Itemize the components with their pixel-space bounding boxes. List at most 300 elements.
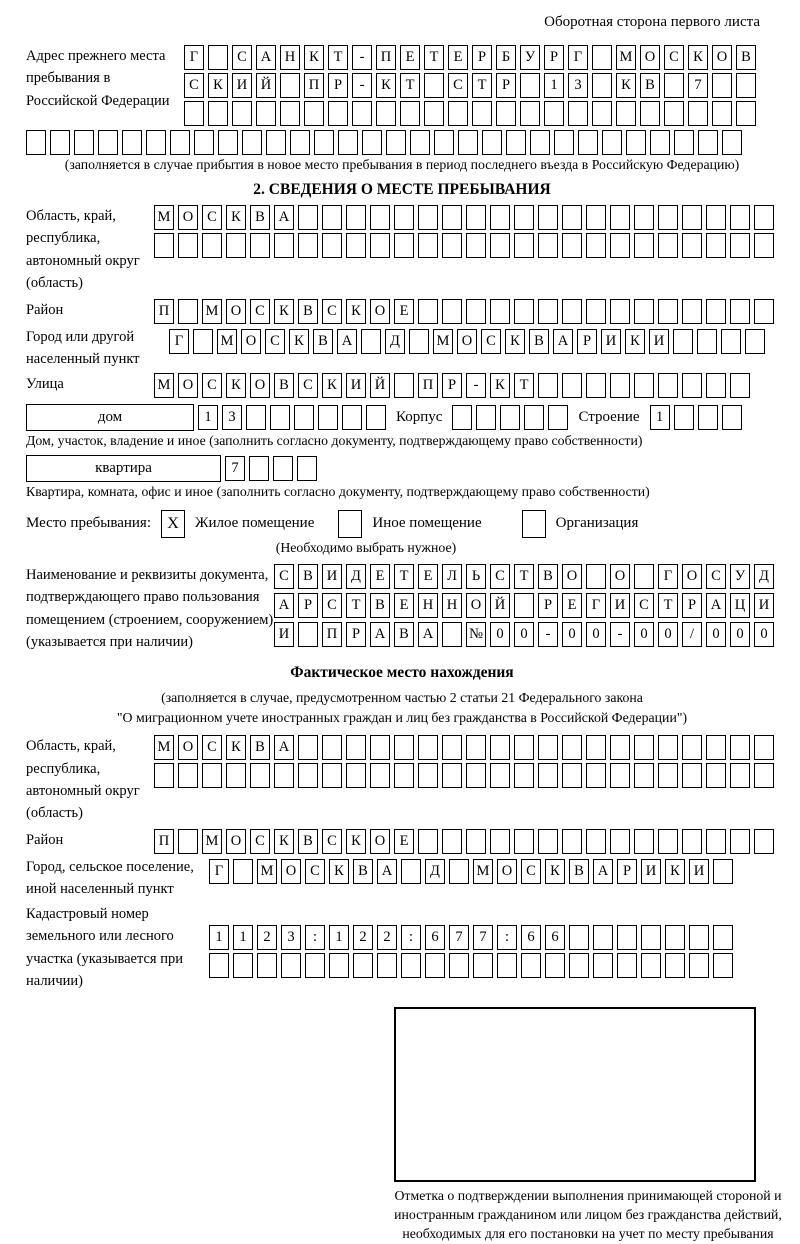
char-cell[interactable] — [202, 233, 222, 258]
char-cell[interactable] — [410, 130, 430, 155]
char-cell[interactable] — [490, 205, 510, 230]
char-cell[interactable]: О — [466, 593, 486, 618]
char-cell[interactable] — [26, 130, 46, 155]
char-cell[interactable]: 1 — [650, 405, 670, 430]
char-cell[interactable] — [698, 130, 718, 155]
char-cell[interactable] — [449, 859, 469, 884]
char-cell[interactable] — [442, 233, 462, 258]
char-cell[interactable]: К — [490, 373, 510, 398]
char-cell[interactable] — [298, 735, 318, 760]
char-cell[interactable]: : — [305, 925, 325, 950]
char-cell[interactable] — [442, 622, 462, 647]
char-cell[interactable]: Д — [385, 329, 405, 354]
char-cell[interactable] — [673, 329, 693, 354]
char-cell[interactable] — [554, 130, 574, 155]
char-cell[interactable] — [682, 829, 702, 854]
char-cell[interactable] — [548, 405, 568, 430]
char-cell[interactable] — [322, 735, 342, 760]
char-cell[interactable]: 0 — [754, 622, 774, 647]
char-cell[interactable] — [610, 373, 630, 398]
char-cell[interactable]: О — [682, 564, 702, 589]
char-cell[interactable]: Г — [568, 45, 588, 70]
char-cell[interactable]: Р — [496, 73, 516, 98]
char-cell[interactable]: С — [298, 373, 318, 398]
char-cell[interactable] — [346, 763, 366, 788]
char-cell[interactable] — [610, 205, 630, 230]
char-cell[interactable] — [418, 233, 438, 258]
char-cell[interactable]: И — [754, 593, 774, 618]
char-cell[interactable]: В — [569, 859, 589, 884]
char-cell[interactable]: К — [304, 45, 324, 70]
char-cell[interactable] — [370, 233, 390, 258]
char-cell[interactable] — [712, 101, 732, 126]
char-cell[interactable] — [249, 456, 269, 481]
char-cell[interactable] — [346, 233, 366, 258]
char-cell[interactable] — [178, 233, 198, 258]
char-cell[interactable]: К — [665, 859, 685, 884]
char-cell[interactable] — [712, 73, 732, 98]
char-cell[interactable] — [538, 829, 558, 854]
char-cell[interactable] — [640, 101, 660, 126]
char-cell[interactable] — [538, 233, 558, 258]
char-cell[interactable]: Р — [346, 622, 366, 647]
char-cell[interactable]: - — [352, 73, 372, 98]
char-cell[interactable]: О — [226, 299, 246, 324]
char-cell[interactable] — [466, 299, 486, 324]
stay-type-checkbox-org[interactable] — [522, 510, 546, 538]
char-cell[interactable] — [586, 299, 606, 324]
char-cell[interactable] — [730, 205, 750, 230]
char-cell[interactable] — [562, 735, 582, 760]
char-cell[interactable]: К — [274, 829, 294, 854]
char-cell[interactable]: М — [616, 45, 636, 70]
char-cell[interactable]: П — [418, 373, 438, 398]
char-cell[interactable]: О — [457, 329, 477, 354]
char-cell[interactable]: О — [640, 45, 660, 70]
char-cell[interactable]: О — [241, 329, 261, 354]
char-cell[interactable]: Р — [538, 593, 558, 618]
char-cell[interactable] — [74, 130, 94, 155]
char-cell[interactable] — [730, 373, 750, 398]
char-cell[interactable] — [689, 953, 709, 978]
char-cell[interactable]: У — [520, 45, 540, 70]
char-cell[interactable]: С — [232, 45, 252, 70]
char-cell[interactable] — [184, 101, 204, 126]
char-cell[interactable] — [634, 233, 654, 258]
char-cell[interactable] — [377, 953, 397, 978]
char-cell[interactable]: - — [352, 45, 372, 70]
char-cell[interactable] — [466, 829, 486, 854]
char-cell[interactable]: М — [217, 329, 237, 354]
char-cell[interactable] — [674, 405, 694, 430]
char-cell[interactable] — [610, 299, 630, 324]
char-cell[interactable]: П — [376, 45, 396, 70]
char-cell[interactable]: Й — [490, 593, 510, 618]
char-cell[interactable]: Т — [328, 45, 348, 70]
char-cell[interactable] — [322, 233, 342, 258]
char-cell[interactable]: А — [553, 329, 573, 354]
char-cell[interactable]: И — [322, 564, 342, 589]
char-cell[interactable] — [246, 405, 266, 430]
char-cell[interactable] — [322, 763, 342, 788]
char-cell[interactable] — [610, 829, 630, 854]
char-cell[interactable] — [634, 829, 654, 854]
char-cell[interactable]: С — [706, 564, 726, 589]
char-cell[interactable]: 1 — [198, 405, 218, 430]
char-cell[interactable] — [448, 101, 468, 126]
char-cell[interactable] — [466, 205, 486, 230]
char-cell[interactable] — [713, 925, 733, 950]
char-cell[interactable]: С — [322, 299, 342, 324]
char-cell[interactable] — [298, 622, 318, 647]
char-cell[interactable] — [658, 233, 678, 258]
char-cell[interactable] — [476, 405, 496, 430]
char-cell[interactable]: В — [298, 299, 318, 324]
char-cell[interactable]: - — [466, 373, 486, 398]
char-cell[interactable]: К — [346, 299, 366, 324]
char-cell[interactable] — [689, 925, 709, 950]
char-cell[interactable]: У — [730, 564, 750, 589]
char-cell[interactable]: С — [250, 299, 270, 324]
char-cell[interactable] — [418, 205, 438, 230]
char-cell[interactable] — [466, 763, 486, 788]
char-cell[interactable]: 7 — [688, 73, 708, 98]
char-cell[interactable] — [754, 735, 774, 760]
char-cell[interactable] — [586, 829, 606, 854]
char-cell[interactable]: С — [202, 735, 222, 760]
char-cell[interactable] — [545, 953, 565, 978]
char-cell[interactable] — [658, 735, 678, 760]
char-cell[interactable]: О — [497, 859, 517, 884]
char-cell[interactable]: С — [481, 329, 501, 354]
char-cell[interactable]: О — [281, 859, 301, 884]
char-cell[interactable] — [98, 130, 118, 155]
char-cell[interactable] — [472, 101, 492, 126]
char-cell[interactable] — [194, 130, 214, 155]
char-cell[interactable]: П — [322, 622, 342, 647]
char-cell[interactable]: М — [154, 205, 174, 230]
char-cell[interactable] — [562, 299, 582, 324]
char-cell[interactable]: В — [250, 735, 270, 760]
char-cell[interactable] — [514, 735, 534, 760]
char-cell[interactable] — [202, 763, 222, 788]
char-cell[interactable]: Г — [184, 45, 204, 70]
char-cell[interactable] — [688, 101, 708, 126]
char-cell[interactable]: К — [322, 373, 342, 398]
char-cell[interactable]: С — [664, 45, 684, 70]
char-cell[interactable]: И — [641, 859, 661, 884]
char-cell[interactable] — [754, 205, 774, 230]
char-cell[interactable] — [617, 953, 637, 978]
char-cell[interactable]: Р — [577, 329, 597, 354]
char-cell[interactable] — [682, 373, 702, 398]
char-cell[interactable]: 3 — [281, 925, 301, 950]
char-cell[interactable]: Г — [586, 593, 606, 618]
char-cell[interactable] — [682, 299, 702, 324]
char-cell[interactable] — [562, 233, 582, 258]
char-cell[interactable] — [664, 101, 684, 126]
char-cell[interactable]: К — [274, 299, 294, 324]
char-cell[interactable] — [722, 405, 742, 430]
char-cell[interactable] — [473, 953, 493, 978]
char-cell[interactable] — [616, 101, 636, 126]
stay-type-checkbox-zhiloe[interactable]: X — [161, 510, 185, 538]
char-cell[interactable]: В — [640, 73, 660, 98]
char-cell[interactable] — [242, 130, 262, 155]
char-cell[interactable]: Е — [400, 45, 420, 70]
char-cell[interactable] — [730, 299, 750, 324]
char-cell[interactable]: В — [250, 205, 270, 230]
char-cell[interactable]: Б — [496, 45, 516, 70]
char-cell[interactable] — [713, 859, 733, 884]
char-cell[interactable]: К — [545, 859, 565, 884]
char-cell[interactable]: О — [250, 373, 270, 398]
char-cell[interactable] — [297, 456, 317, 481]
char-cell[interactable]: А — [274, 735, 294, 760]
char-cell[interactable] — [706, 233, 726, 258]
char-cell[interactable] — [745, 329, 765, 354]
char-cell[interactable] — [497, 953, 517, 978]
char-cell[interactable]: С — [490, 564, 510, 589]
char-cell[interactable]: К — [688, 45, 708, 70]
char-cell[interactable]: 0 — [634, 622, 654, 647]
char-cell[interactable] — [233, 859, 253, 884]
char-cell[interactable] — [178, 763, 198, 788]
char-cell[interactable]: 1 — [329, 925, 349, 950]
char-cell[interactable]: В — [353, 859, 373, 884]
char-cell[interactable] — [250, 763, 270, 788]
char-cell[interactable] — [610, 763, 630, 788]
char-cell[interactable] — [514, 299, 534, 324]
char-cell[interactable]: Р — [682, 593, 702, 618]
char-cell[interactable] — [617, 925, 637, 950]
char-cell[interactable]: С — [322, 829, 342, 854]
char-cell[interactable] — [266, 130, 286, 155]
char-cell[interactable] — [496, 101, 516, 126]
char-cell[interactable]: Е — [562, 593, 582, 618]
char-cell[interactable]: Т — [346, 593, 366, 618]
char-cell[interactable] — [500, 405, 520, 430]
char-cell[interactable] — [370, 205, 390, 230]
char-cell[interactable] — [650, 130, 670, 155]
char-cell[interactable]: Ц — [730, 593, 750, 618]
char-cell[interactable]: С — [305, 859, 325, 884]
char-cell[interactable] — [425, 953, 445, 978]
char-cell[interactable] — [318, 405, 338, 430]
char-cell[interactable]: Е — [370, 564, 390, 589]
char-cell[interactable]: А — [256, 45, 276, 70]
char-cell[interactable] — [730, 233, 750, 258]
char-cell[interactable] — [490, 299, 510, 324]
char-cell[interactable]: Т — [400, 73, 420, 98]
char-cell[interactable]: Р — [328, 73, 348, 98]
char-cell[interactable]: 2 — [377, 925, 397, 950]
char-cell[interactable] — [658, 829, 678, 854]
char-cell[interactable]: О — [178, 205, 198, 230]
char-cell[interactable] — [362, 130, 382, 155]
char-cell[interactable]: Т — [658, 593, 678, 618]
char-cell[interactable] — [697, 329, 717, 354]
char-cell[interactable]: С — [250, 829, 270, 854]
char-cell[interactable] — [154, 233, 174, 258]
char-cell[interactable] — [641, 953, 661, 978]
char-cell[interactable] — [232, 101, 252, 126]
char-cell[interactable] — [274, 233, 294, 258]
char-cell[interactable]: К — [208, 73, 228, 98]
char-cell[interactable] — [226, 763, 246, 788]
char-cell[interactable] — [178, 829, 198, 854]
char-cell[interactable] — [754, 233, 774, 258]
char-cell[interactable]: С — [634, 593, 654, 618]
char-cell[interactable]: И — [346, 373, 366, 398]
char-cell[interactable] — [394, 735, 414, 760]
char-cell[interactable] — [50, 130, 70, 155]
char-cell[interactable] — [706, 763, 726, 788]
char-cell[interactable]: 2 — [257, 925, 277, 950]
char-cell[interactable] — [754, 299, 774, 324]
char-cell[interactable]: / — [682, 622, 702, 647]
char-cell[interactable]: Н — [442, 593, 462, 618]
char-cell[interactable]: П — [304, 73, 324, 98]
char-cell[interactable] — [562, 373, 582, 398]
char-cell[interactable] — [730, 829, 750, 854]
char-cell[interactable] — [490, 763, 510, 788]
char-cell[interactable] — [610, 735, 630, 760]
char-cell[interactable]: Л — [442, 564, 462, 589]
char-cell[interactable] — [305, 953, 325, 978]
char-cell[interactable]: Й — [256, 73, 276, 98]
char-cell[interactable]: М — [473, 859, 493, 884]
char-cell[interactable] — [226, 233, 246, 258]
char-cell[interactable] — [314, 130, 334, 155]
char-cell[interactable] — [721, 329, 741, 354]
char-cell[interactable]: - — [538, 622, 558, 647]
char-cell[interactable] — [418, 763, 438, 788]
char-cell[interactable]: А — [337, 329, 357, 354]
char-cell[interactable]: В — [298, 564, 318, 589]
char-cell[interactable]: К — [616, 73, 636, 98]
char-cell[interactable] — [578, 130, 598, 155]
char-cell[interactable] — [490, 735, 510, 760]
char-cell[interactable]: О — [370, 829, 390, 854]
char-cell[interactable]: К — [505, 329, 525, 354]
char-cell[interactable] — [736, 73, 756, 98]
char-cell[interactable] — [322, 205, 342, 230]
char-cell[interactable] — [394, 205, 414, 230]
char-cell[interactable]: С — [202, 373, 222, 398]
char-cell[interactable]: 1 — [544, 73, 564, 98]
char-cell[interactable] — [370, 735, 390, 760]
char-cell[interactable]: К — [329, 859, 349, 884]
char-cell[interactable] — [442, 763, 462, 788]
char-cell[interactable] — [538, 735, 558, 760]
char-cell[interactable]: К — [346, 829, 366, 854]
stay-type-checkbox-inoe[interactable] — [338, 510, 362, 538]
char-cell[interactable] — [366, 405, 386, 430]
char-cell[interactable] — [665, 925, 685, 950]
char-cell[interactable]: Н — [280, 45, 300, 70]
char-cell[interactable] — [401, 859, 421, 884]
char-cell[interactable] — [626, 130, 646, 155]
char-cell[interactable]: 0 — [658, 622, 678, 647]
char-cell[interactable] — [682, 233, 702, 258]
char-cell[interactable] — [713, 953, 733, 978]
char-cell[interactable] — [586, 373, 606, 398]
char-cell[interactable] — [353, 953, 373, 978]
char-cell[interactable] — [178, 299, 198, 324]
char-cell[interactable] — [218, 130, 238, 155]
char-cell[interactable] — [586, 205, 606, 230]
house-box[interactable]: дом — [26, 404, 194, 431]
char-cell[interactable]: В — [736, 45, 756, 70]
char-cell[interactable] — [490, 233, 510, 258]
char-cell[interactable] — [682, 763, 702, 788]
char-cell[interactable]: О — [226, 829, 246, 854]
char-cell[interactable]: № — [466, 622, 486, 647]
char-cell[interactable] — [122, 130, 142, 155]
char-cell[interactable] — [602, 130, 622, 155]
char-cell[interactable] — [736, 101, 756, 126]
char-cell[interactable]: Т — [394, 564, 414, 589]
char-cell[interactable]: С — [521, 859, 541, 884]
char-cell[interactable]: - — [610, 622, 630, 647]
char-cell[interactable]: И — [610, 593, 630, 618]
char-cell[interactable]: О — [370, 299, 390, 324]
char-cell[interactable] — [569, 953, 589, 978]
char-cell[interactable] — [524, 405, 544, 430]
char-cell[interactable] — [544, 101, 564, 126]
char-cell[interactable] — [586, 735, 606, 760]
char-cell[interactable]: М — [257, 859, 277, 884]
char-cell[interactable]: Р — [617, 859, 637, 884]
char-cell[interactable]: К — [376, 73, 396, 98]
char-cell[interactable] — [386, 130, 406, 155]
char-cell[interactable] — [250, 233, 270, 258]
char-cell[interactable] — [370, 763, 390, 788]
char-cell[interactable] — [514, 829, 534, 854]
char-cell[interactable]: А — [418, 622, 438, 647]
char-cell[interactable] — [290, 130, 310, 155]
char-cell[interactable] — [274, 763, 294, 788]
char-cell[interactable] — [730, 763, 750, 788]
char-cell[interactable] — [281, 953, 301, 978]
char-cell[interactable] — [520, 73, 540, 98]
char-cell[interactable]: И — [649, 329, 669, 354]
char-cell[interactable]: Е — [418, 564, 438, 589]
char-cell[interactable]: Д — [346, 564, 366, 589]
char-cell[interactable] — [520, 101, 540, 126]
char-cell[interactable]: 3 — [568, 73, 588, 98]
char-cell[interactable] — [754, 763, 774, 788]
char-cell[interactable] — [170, 130, 190, 155]
char-cell[interactable] — [146, 130, 166, 155]
char-cell[interactable]: Е — [394, 299, 414, 324]
char-cell[interactable] — [730, 735, 750, 760]
char-cell[interactable] — [434, 130, 454, 155]
char-cell[interactable]: М — [202, 829, 222, 854]
char-cell[interactable]: А — [377, 859, 397, 884]
char-cell[interactable] — [568, 101, 588, 126]
char-cell[interactable] — [530, 130, 550, 155]
char-cell[interactable]: В — [538, 564, 558, 589]
char-cell[interactable] — [538, 763, 558, 788]
char-cell[interactable]: А — [274, 593, 294, 618]
char-cell[interactable]: В — [394, 622, 414, 647]
char-cell[interactable]: К — [226, 373, 246, 398]
char-cell[interactable] — [521, 953, 541, 978]
char-cell[interactable] — [280, 101, 300, 126]
char-cell[interactable]: Ь — [466, 564, 486, 589]
